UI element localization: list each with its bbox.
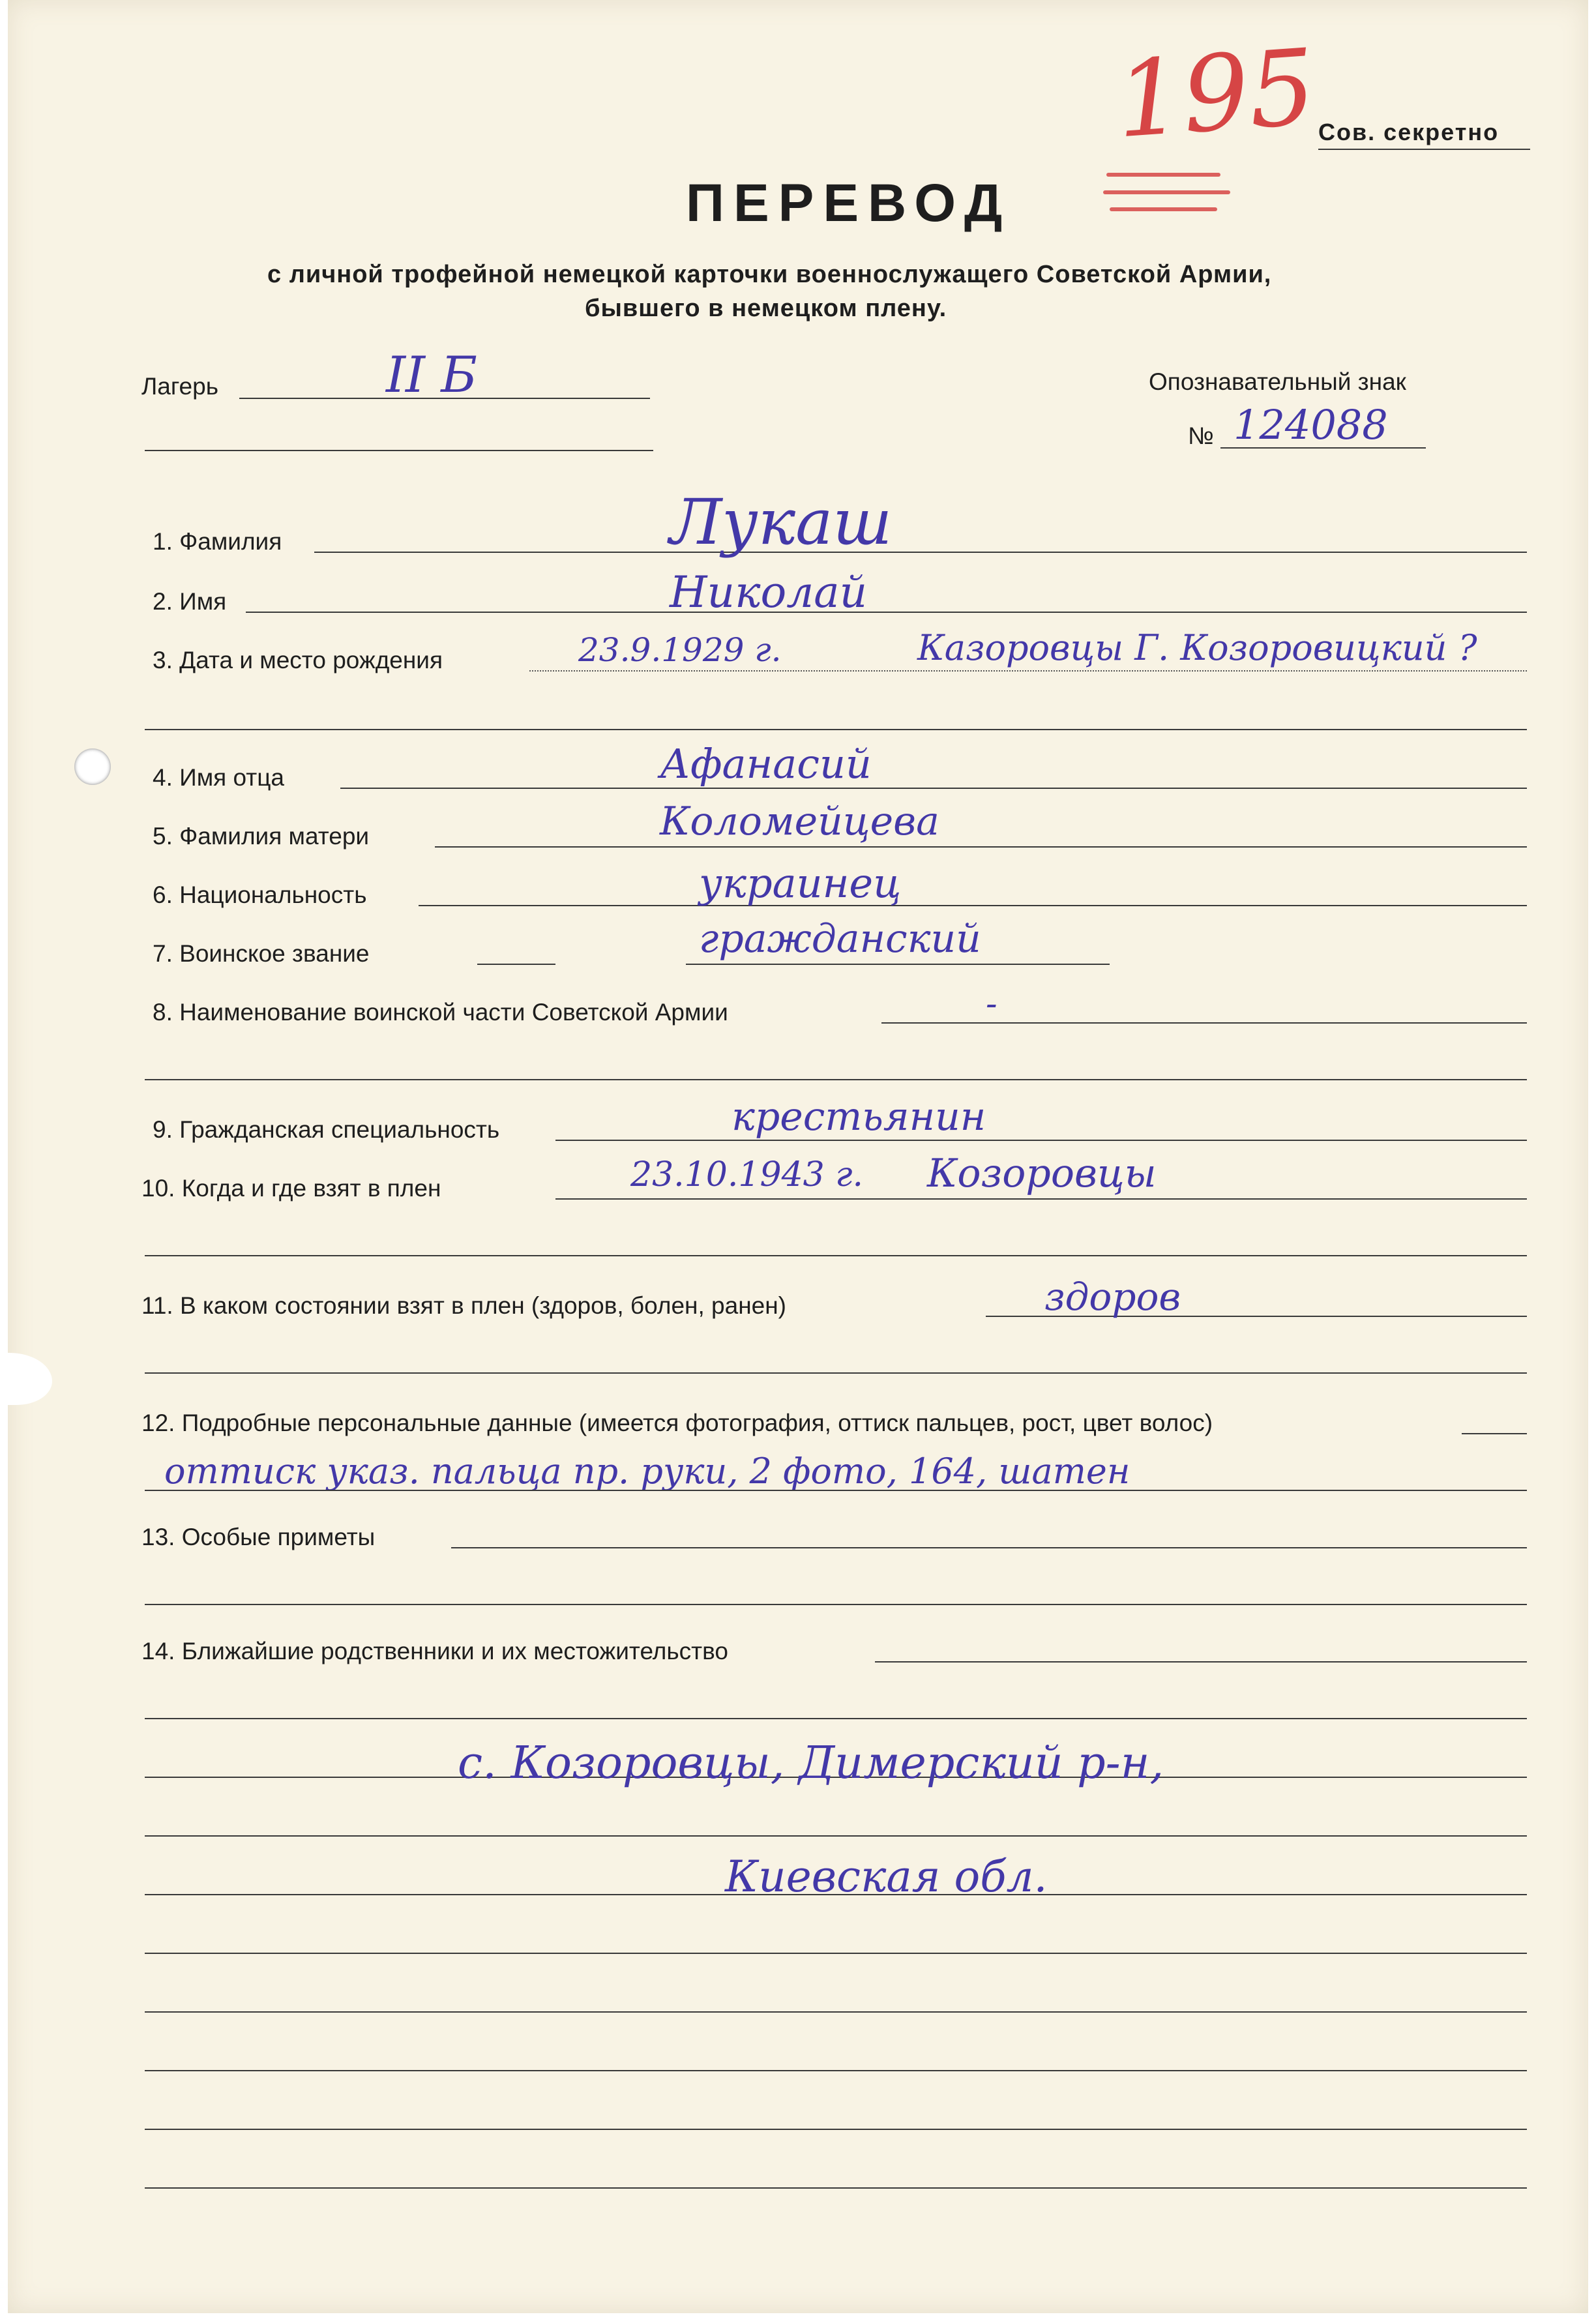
field-11-label: 11. В каком состоянии взят в плен (здоров, болен, ранен) (141, 1292, 786, 1319)
field-11-value: здоров (1044, 1275, 1181, 1319)
field-10-place: Козоровцы (927, 1151, 1157, 1196)
id-tag-no-label: № (1188, 422, 1214, 449)
field-4-value: Афанасий (660, 740, 872, 788)
field-6-value: украинец (699, 859, 902, 907)
field-3-line-2 (145, 729, 1527, 730)
field-14-line-6 (145, 1953, 1527, 1954)
field-5-value: Коломейцева (660, 799, 939, 844)
field-1-line (314, 552, 1527, 553)
field-14-line-7 (145, 2011, 1527, 2013)
field-3-label: 3. Дата и место рождения (153, 647, 443, 673)
field-13-label: 13. Особые приметы (141, 1524, 376, 1550)
field-2-line (246, 612, 1527, 613)
field-2-label: 2. Имя (153, 588, 227, 615)
field-14-value-line-1: с. Козоровцы, Димерский р-н, (458, 1737, 1164, 1789)
field-5-line (435, 846, 1527, 848)
field-6-label: 6. Национальность (153, 881, 367, 908)
field-8-line-2 (145, 1079, 1527, 1080)
field-10-line (555, 1198, 1527, 1200)
field-14-value-line-2: Киевская обл. (725, 1852, 1048, 1902)
field-14-line-10 (145, 2187, 1527, 2189)
field-7-line-b (686, 964, 1110, 965)
field-14-line-2 (145, 1718, 1527, 1719)
camp-label: Лагерь (141, 373, 218, 400)
field-3-line (529, 670, 1527, 672)
field-7-line-a (477, 964, 555, 965)
field-4-line (340, 788, 1527, 789)
red-underline-2 (1103, 190, 1230, 194)
archive-number: 195 (1112, 25, 1320, 162)
field-14-line-9 (145, 2129, 1527, 2130)
field-10-date: 23.10.1943 г. (630, 1155, 864, 1194)
field-14-line-4 (145, 1835, 1527, 1837)
field-7-value: гражданский (699, 916, 981, 962)
field-14-label: 14. Ближайшие родственники и их местожительство (141, 1638, 728, 1664)
camp-value: II Б (386, 346, 478, 404)
punch-hole (74, 748, 111, 785)
field-4-label: 4. Имя отца (153, 764, 284, 791)
field-14-line-8 (145, 2070, 1527, 2071)
field-12-line-2 (145, 1490, 1527, 1491)
field-3-date: 23.9.1929 г. (578, 631, 782, 669)
red-underline-3 (1110, 207, 1217, 211)
field-6-line (419, 905, 1527, 906)
field-8-label: 8. Наименование воинской части Советской Армии (153, 999, 728, 1026)
id-tag-label: Опознавательный знак (1149, 368, 1406, 395)
field-1-label: 1. Фамилия (153, 528, 282, 555)
red-underline-1 (1106, 173, 1220, 177)
field-5-label: 5. Фамилия матери (153, 823, 370, 850)
field-12-label: 12. Подробные персональные данные (имеется фотография, оттиск пальцев, рост, цвет волос) (141, 1410, 1213, 1436)
classification-underline (1318, 149, 1530, 150)
field-7-label: 7. Воинское звание (153, 940, 370, 967)
field-8-line (881, 1022, 1527, 1024)
field-12-value: оттиск указ. пальца пр. руки, 2 фото, 164, шатен (164, 1451, 1130, 1492)
field-2-value: Николай (670, 567, 868, 617)
field-14-line (875, 1661, 1527, 1663)
field-8-value: - (986, 984, 998, 1024)
field-13-line (451, 1547, 1527, 1548)
subtitle-line-1: с личной трофейной немецкой карточки военнослужащего Советской Армии, (267, 261, 1272, 288)
camp-line-2 (145, 450, 653, 451)
field-9-value: крестьянин (732, 1094, 986, 1140)
field-10-label: 10. Когда и где взят в плен (141, 1175, 441, 1202)
field-1-value: Лукаш (670, 486, 893, 559)
field-10-line-2 (145, 1255, 1527, 1256)
page-title: ПЕРЕВОД (686, 173, 1012, 233)
classification-mark: Сов. секретно (1318, 119, 1500, 145)
field-9-label: 9. Гражданская специальность (153, 1116, 500, 1143)
field-12-line (1462, 1433, 1527, 1434)
id-tag-value: 124088 (1234, 401, 1388, 449)
field-13-line-2 (145, 1604, 1527, 1605)
subtitle-line-2: бывшего в немецком плену. (585, 295, 947, 322)
field-3-place: Казоровцы Г. Козоровицкий ? (917, 627, 1477, 668)
document-page (8, 0, 1588, 2313)
field-9-line (555, 1140, 1527, 1141)
field-11-line-2 (145, 1372, 1527, 1374)
